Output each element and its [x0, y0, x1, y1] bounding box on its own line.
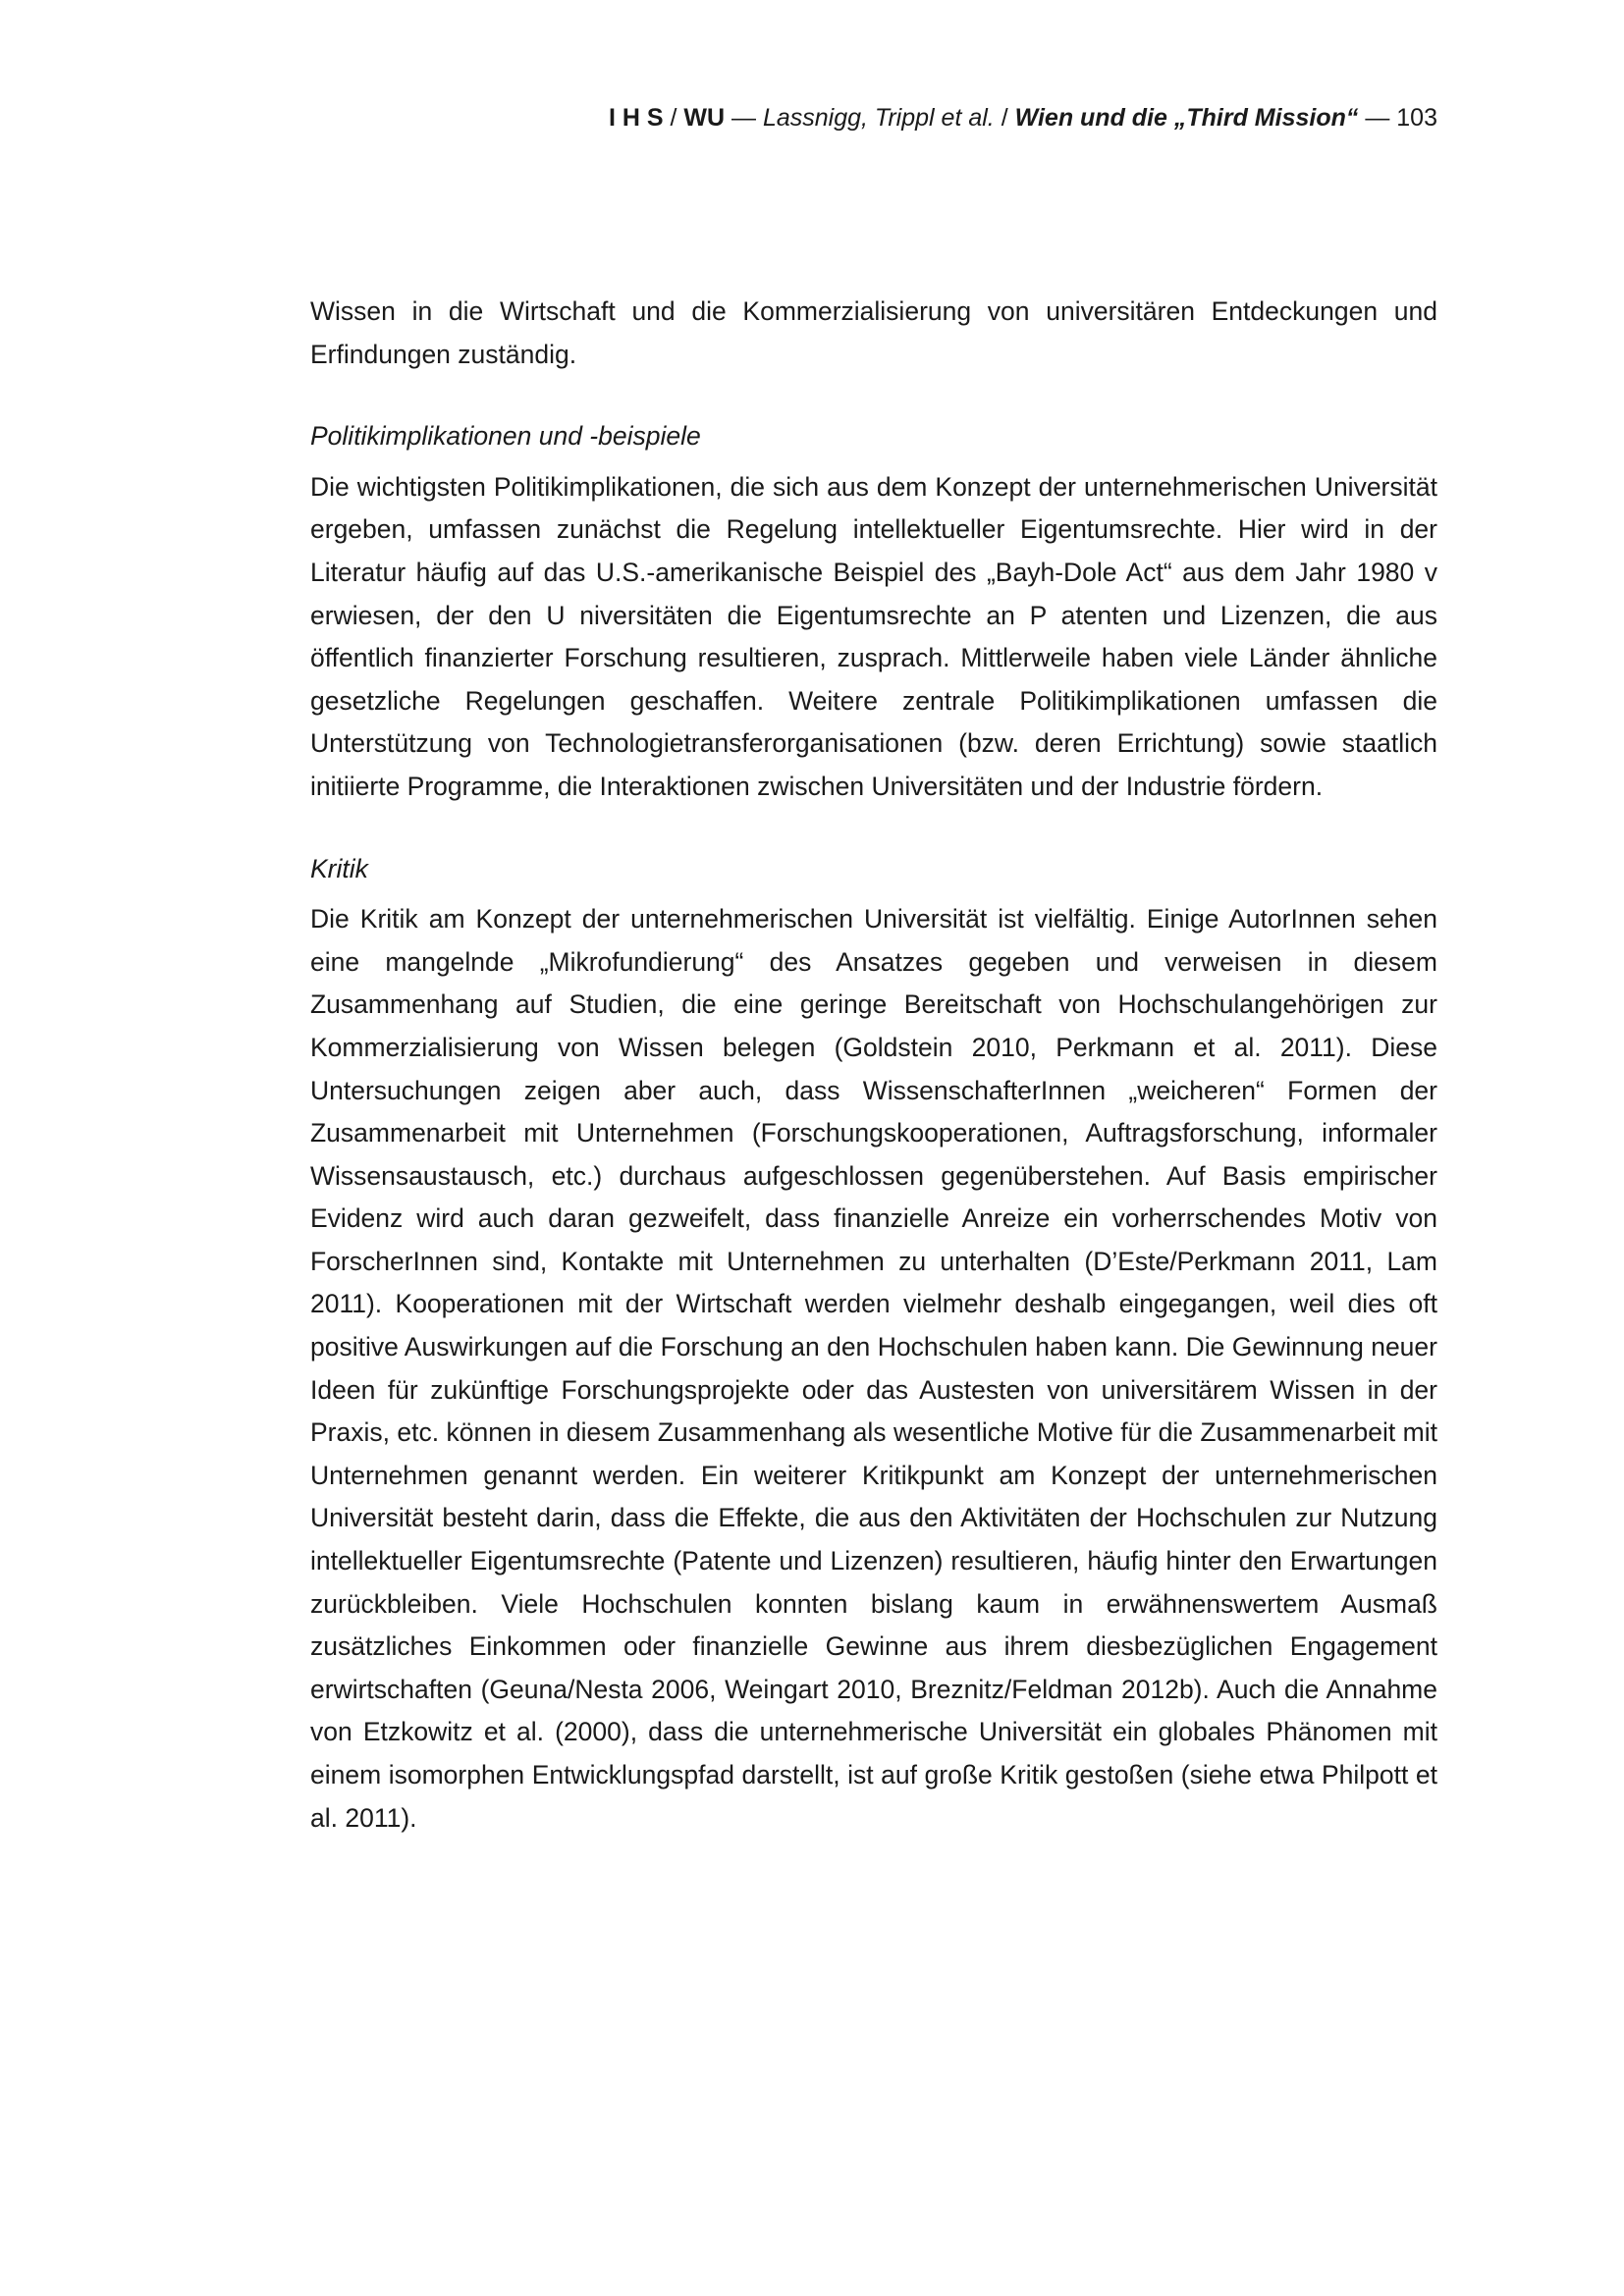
header-institution-wu: WU	[683, 104, 726, 132]
page-body	[310, 291, 1437, 1840]
section-heading-critique: Kritik	[310, 853, 368, 883]
paragraph-policy: Die wichtigsten Politikimplikationen, die sich aus dem Konzept der unternehmerischen Universität ergeben, umfassen zunächst die Regelung intellektueller Eigentumsrechte. Hier wird in der Literatur häufig auf das U.S.-amerikanische Beispiel des „Bayh-Dole Act“ aus dem Jahr 1980 v erwiesen, der den U niversitäten die Eigentumsrechte an P atenten und Lizenzen, die aus öffentlich finanzierter Forschung resultieren, zusprach. Mittlerweile haben viele Länder ähnliche gesetzliche Regelungen geschaffen. Weitere zentrale Politikimplikationen umfassen die Unterstützung von Technologietransferorganisationen (bzw. deren Errichtung) sowie staatlich initiierte Programme, die Interaktionen zwischen Universitäten und der Industrie fördern.	[310, 471, 1437, 801]
paragraph-intro: Wissen in die Wirtschaft und die Kommerzialisierung von universitären Entdeckungen und Erfindungen zuständig.	[310, 296, 1437, 369]
header-authors: Lassnigg, Trippl et al.	[762, 104, 995, 132]
header-separator: /	[663, 104, 684, 132]
paragraph-critique: Die Kritik am Konzept der unternehmerischen Universität ist vielfältig. Einige AutorInnen sehen eine mangelnde „Mikrofundierung“ des Ansatzes gegeben und verweisen in diesem Zusammenhang auf Studien, die eine geringe Bereitschaft von Hochschulangehörigen zur Kommerzialisierung von Wissen belegen (Goldstein 2010, Perkmann et al. 2011). Diese Untersuchungen zeigen aber auch, dass WissenschafterInnen „weicheren“ Formen der Zusammenarbeit mit Unternehmen (Forschungskooperationen, Auftragsforschung, informaler Wissensaustausch, etc.) durchaus aufgeschlossen gegenüberstehen. Auf Basis empirischer Evidenz wird auch daran gezweifelt, dass finanzielle Anreize ein vorherrschendes Motiv von ForscherInnen sind, Kontakte mit Unternehmen zu unterhalten (D’Este/Perkmann 2011, Lam 2011). Kooperationen mit der Wirtschaft werden vielmehr deshalb eingegangen, weil dies oft positive Auswirkungen auf die Forschung an den Hochschulen haben kann. Die Gewinnung neuer Ideen für zukünftige Forschungsprojekte oder das Austesten von universitärem Wissen in der Praxis, etc. können in diesem Zusammenhang als wesentliche Motive für die Zusammenarbeit mit Unternehmen genannt werden. Ein weiterer Kritikpunkt am Konzept der unternehmerischen Universität besteht darin, dass die Effekte, die aus den Aktivitäten der Hochschulen zur Nutzung intellektueller Eigentumsrechte (Patente und Lizenzen) resultieren, häufig hinter den Erwartungen zurückbleiben. Viele Hochschulen konnten bislang kaum in erwähnenswertem Ausmaß zusätzliches Einkommen oder finanzielle Gewinne aus ihrem diesbezüglichen Engagement erwirtschaften (Geuna/Nesta 2006, Weingart 2010, Breznitz/Feldman 2012b). Auch die Annahme von Etzkowitz et al. (2000), dass die unternehmerische Universität ein globales Phänomen mit einem isomorphen Entwicklungspfad darstellt, ist auf große Kritik gestoßen (siehe etwa Philpott et al. 2011).	[310, 904, 1437, 1833]
header-separator-2: /	[994, 104, 1015, 132]
header-dash: —	[725, 104, 763, 132]
header-title: Wien und die „Third Mission“	[1014, 104, 1359, 132]
header-institution-ihs: I H S	[608, 104, 664, 132]
section-heading-policy: Politikimplikationen und -beispiele	[310, 421, 701, 452]
header-dash-2: —	[1358, 104, 1397, 132]
running-header	[609, 102, 1437, 133]
page-number: 103	[1396, 104, 1437, 132]
